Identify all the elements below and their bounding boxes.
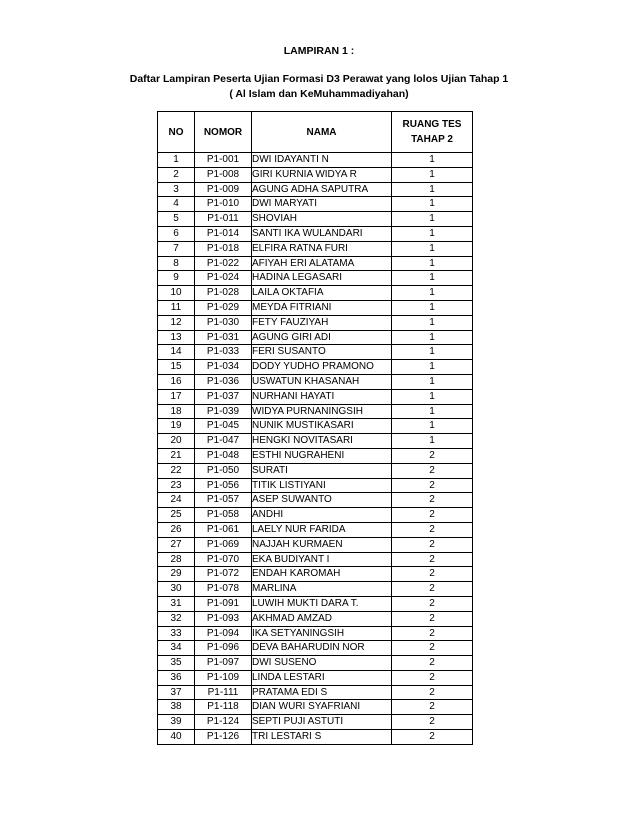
column-header-nomor: NOMOR bbox=[195, 112, 252, 153]
cell-nama: ESTHI NUGRAHENI bbox=[252, 448, 392, 463]
cell-ruang: 1 bbox=[392, 197, 473, 212]
cell-no: 14 bbox=[158, 345, 195, 360]
cell-nama: FETY FAUZIYAH bbox=[252, 315, 392, 330]
cell-nama: MARLINA bbox=[252, 582, 392, 597]
cell-nomor: P1-097 bbox=[195, 656, 252, 671]
table-row bbox=[158, 552, 473, 567]
cell-no: 9 bbox=[158, 271, 195, 286]
cell-no: 19 bbox=[158, 419, 195, 434]
cell-ruang: 2 bbox=[392, 700, 473, 715]
cell-ruang: 1 bbox=[392, 167, 473, 182]
table-row bbox=[158, 715, 473, 730]
cell-ruang: 1 bbox=[392, 330, 473, 345]
cell-nama: EKA BUDIYANT I bbox=[252, 552, 392, 567]
cell-ruang: 2 bbox=[392, 522, 473, 537]
cell-nomor: P1-069 bbox=[195, 537, 252, 552]
cell-no: 10 bbox=[158, 286, 195, 301]
cell-ruang: 1 bbox=[392, 153, 473, 168]
document-title: Daftar Lampiran Peserta Ujian Formasi D3 Perawat yang lolos Ujian Tahap 1 bbox=[129, 73, 509, 85]
cell-ruang: 2 bbox=[392, 463, 473, 478]
cell-no: 22 bbox=[158, 463, 195, 478]
cell-no: 36 bbox=[158, 670, 195, 685]
cell-nama: HENGKI NOVITASARI bbox=[252, 434, 392, 449]
table-row bbox=[158, 670, 473, 685]
cell-nomor: P1-024 bbox=[195, 271, 252, 286]
table-row bbox=[158, 256, 473, 271]
cell-nama: MEYDA FITRIANI bbox=[252, 300, 392, 315]
table-row bbox=[158, 286, 473, 301]
cell-nama: AGUNG GIRI ADI bbox=[252, 330, 392, 345]
cell-ruang: 2 bbox=[392, 715, 473, 730]
cell-ruang: 2 bbox=[392, 582, 473, 597]
attachment-label: LAMPIRAN 1 : bbox=[283, 45, 355, 57]
cell-nomor: P1-093 bbox=[195, 611, 252, 626]
table-row bbox=[158, 478, 473, 493]
table-row bbox=[158, 315, 473, 330]
cell-no: 4 bbox=[158, 197, 195, 212]
cell-no: 30 bbox=[158, 582, 195, 597]
cell-ruang: 2 bbox=[392, 493, 473, 508]
cell-no: 6 bbox=[158, 226, 195, 241]
table-body bbox=[158, 153, 473, 745]
cell-no: 18 bbox=[158, 404, 195, 419]
cell-nama: NURHANI HAYATI bbox=[252, 389, 392, 404]
cell-ruang: 1 bbox=[392, 404, 473, 419]
cell-nomor: P1-061 bbox=[195, 522, 252, 537]
table-row bbox=[158, 345, 473, 360]
cell-nomor: P1-039 bbox=[195, 404, 252, 419]
column-header-ruang: RUANG TES TAHAP 2 bbox=[392, 112, 473, 153]
cell-ruang: 2 bbox=[392, 478, 473, 493]
cell-ruang: 1 bbox=[392, 226, 473, 241]
cell-no: 31 bbox=[158, 596, 195, 611]
cell-no: 40 bbox=[158, 730, 195, 745]
cell-nama: USWATUN KHASANAH bbox=[252, 374, 392, 389]
table-row bbox=[158, 522, 473, 537]
table-row bbox=[158, 271, 473, 286]
table-row bbox=[158, 700, 473, 715]
column-header-nama: NAMA bbox=[252, 112, 392, 153]
cell-nomor: P1-072 bbox=[195, 567, 252, 582]
table-row bbox=[158, 389, 473, 404]
cell-nama: LAILA OKTAFIA bbox=[252, 286, 392, 301]
cell-nama: DODY YUDHO PRAMONO bbox=[252, 360, 392, 375]
cell-no: 38 bbox=[158, 700, 195, 715]
cell-nomor: P1-096 bbox=[195, 641, 252, 656]
cell-no: 3 bbox=[158, 182, 195, 197]
cell-nomor: P1-109 bbox=[195, 670, 252, 685]
cell-nama: LINDA LESTARI bbox=[252, 670, 392, 685]
cell-nama: AKHMAD AMZAD bbox=[252, 611, 392, 626]
cell-ruang: 1 bbox=[392, 256, 473, 271]
table-row bbox=[158, 404, 473, 419]
cell-nama: TITIK LISTIYANI bbox=[252, 478, 392, 493]
cell-nama: SEPTI PUJI ASTUTI bbox=[252, 715, 392, 730]
table-row bbox=[158, 360, 473, 375]
cell-ruang: 1 bbox=[392, 300, 473, 315]
cell-nama: ASEP SUWANTO bbox=[252, 493, 392, 508]
cell-nama: GIRI KURNIA WIDYA R bbox=[252, 167, 392, 182]
cell-nomor: P1-094 bbox=[195, 626, 252, 641]
cell-nomor: P1-033 bbox=[195, 345, 252, 360]
table-row bbox=[158, 374, 473, 389]
table-row bbox=[158, 300, 473, 315]
cell-nama: LUWIH MUKTI DARA T. bbox=[252, 596, 392, 611]
cell-ruang: 2 bbox=[392, 626, 473, 641]
table-row bbox=[158, 596, 473, 611]
cell-ruang: 2 bbox=[392, 552, 473, 567]
cell-nomor: P1-008 bbox=[195, 167, 252, 182]
cell-ruang: 1 bbox=[392, 212, 473, 227]
cell-nomor: P1-018 bbox=[195, 241, 252, 256]
table-row bbox=[158, 419, 473, 434]
cell-ruang: 1 bbox=[392, 374, 473, 389]
cell-no: 26 bbox=[158, 522, 195, 537]
table-row bbox=[158, 212, 473, 227]
cell-nama: NUNIK MUSTIKASARI bbox=[252, 419, 392, 434]
cell-nama: DWI IDAYANTI N bbox=[252, 153, 392, 168]
cell-nomor: P1-009 bbox=[195, 182, 252, 197]
cell-ruang: 1 bbox=[392, 182, 473, 197]
cell-ruang: 2 bbox=[392, 596, 473, 611]
cell-ruang: 2 bbox=[392, 537, 473, 552]
cell-nomor: P1-030 bbox=[195, 315, 252, 330]
cell-nomor: P1-070 bbox=[195, 552, 252, 567]
cell-no: 11 bbox=[158, 300, 195, 315]
cell-nama: ANDHI bbox=[252, 508, 392, 523]
cell-ruang: 2 bbox=[392, 641, 473, 656]
cell-ruang: 2 bbox=[392, 448, 473, 463]
cell-no: 32 bbox=[158, 611, 195, 626]
cell-nama: NAJJAH KURMAEN bbox=[252, 537, 392, 552]
cell-ruang: 1 bbox=[392, 434, 473, 449]
cell-no: 29 bbox=[158, 567, 195, 582]
cell-nama: IKA SETYANINGSIH bbox=[252, 626, 392, 641]
cell-nama: LAELY NUR FARIDA bbox=[252, 522, 392, 537]
table-row bbox=[158, 508, 473, 523]
cell-nomor: P1-047 bbox=[195, 434, 252, 449]
cell-no: 5 bbox=[158, 212, 195, 227]
table-row bbox=[158, 567, 473, 582]
cell-no: 17 bbox=[158, 389, 195, 404]
cell-nomor: P1-028 bbox=[195, 286, 252, 301]
cell-nama: FERI SUSANTO bbox=[252, 345, 392, 360]
table-row bbox=[158, 434, 473, 449]
cell-nomor: P1-048 bbox=[195, 448, 252, 463]
table-row bbox=[158, 448, 473, 463]
cell-nomor: P1-034 bbox=[195, 360, 252, 375]
cell-nomor: P1-001 bbox=[195, 153, 252, 168]
cell-nomor: P1-029 bbox=[195, 300, 252, 315]
cell-nama: PRATAMA EDI S bbox=[252, 685, 392, 700]
cell-no: 23 bbox=[158, 478, 195, 493]
cell-no: 34 bbox=[158, 641, 195, 656]
cell-nomor: P1-118 bbox=[195, 700, 252, 715]
table-row bbox=[158, 730, 473, 745]
document-subtitle: ( Al Islam dan KeMuhammadiyahan) bbox=[229, 88, 409, 100]
cell-nomor: P1-037 bbox=[195, 389, 252, 404]
cell-nama: DWI SUSENO bbox=[252, 656, 392, 671]
cell-no: 13 bbox=[158, 330, 195, 345]
cell-no: 28 bbox=[158, 552, 195, 567]
cell-no: 8 bbox=[158, 256, 195, 271]
cell-no: 15 bbox=[158, 360, 195, 375]
cell-nomor: P1-058 bbox=[195, 508, 252, 523]
cell-nomor: P1-011 bbox=[195, 212, 252, 227]
table-row bbox=[158, 226, 473, 241]
cell-no: 21 bbox=[158, 448, 195, 463]
cell-ruang: 2 bbox=[392, 670, 473, 685]
participant-table bbox=[157, 111, 473, 745]
cell-ruang: 2 bbox=[392, 685, 473, 700]
table-row bbox=[158, 153, 473, 168]
cell-nomor: P1-031 bbox=[195, 330, 252, 345]
cell-nomor: P1-014 bbox=[195, 226, 252, 241]
cell-nama: ENDAH KAROMAH bbox=[252, 567, 392, 582]
cell-nama: SURATI bbox=[252, 463, 392, 478]
cell-no: 16 bbox=[158, 374, 195, 389]
cell-ruang: 1 bbox=[392, 389, 473, 404]
cell-ruang: 2 bbox=[392, 611, 473, 626]
cell-no: 33 bbox=[158, 626, 195, 641]
table-row bbox=[158, 685, 473, 700]
table-row bbox=[158, 582, 473, 597]
table-row bbox=[158, 641, 473, 656]
cell-ruang: 2 bbox=[392, 508, 473, 523]
cell-nomor: P1-091 bbox=[195, 596, 252, 611]
cell-nomor: P1-045 bbox=[195, 419, 252, 434]
cell-ruang: 1 bbox=[392, 241, 473, 256]
table-row bbox=[158, 330, 473, 345]
cell-nomor: P1-022 bbox=[195, 256, 252, 271]
table-row bbox=[158, 241, 473, 256]
table-row bbox=[158, 656, 473, 671]
cell-no: 35 bbox=[158, 656, 195, 671]
cell-ruang: 2 bbox=[392, 567, 473, 582]
table-row bbox=[158, 537, 473, 552]
cell-no: 37 bbox=[158, 685, 195, 700]
column-header-no: NO bbox=[158, 112, 195, 153]
cell-nomor: P1-124 bbox=[195, 715, 252, 730]
table-row bbox=[158, 626, 473, 641]
table-header-row bbox=[158, 112, 473, 153]
cell-nama: WIDYA PURNANINGSIH bbox=[252, 404, 392, 419]
cell-no: 25 bbox=[158, 508, 195, 523]
table-row bbox=[158, 493, 473, 508]
cell-nomor: P1-056 bbox=[195, 478, 252, 493]
cell-nomor: P1-126 bbox=[195, 730, 252, 745]
cell-nama: TRI LESTARI S bbox=[252, 730, 392, 745]
cell-nomor: P1-078 bbox=[195, 582, 252, 597]
cell-nama: ELFIRA RATNA FURI bbox=[252, 241, 392, 256]
cell-no: 39 bbox=[158, 715, 195, 730]
cell-ruang: 1 bbox=[392, 360, 473, 375]
cell-nomor: P1-111 bbox=[195, 685, 252, 700]
cell-no: 1 bbox=[158, 153, 195, 168]
cell-nama: DEVA BAHARUDIN NOR bbox=[252, 641, 392, 656]
cell-ruang: 1 bbox=[392, 286, 473, 301]
cell-ruang: 1 bbox=[392, 345, 473, 360]
cell-no: 24 bbox=[158, 493, 195, 508]
cell-nama: SANTI IKA WULANDARI bbox=[252, 226, 392, 241]
cell-ruang: 1 bbox=[392, 315, 473, 330]
cell-nama: AFIYAH ERI ALATAMA bbox=[252, 256, 392, 271]
cell-nama: AGUNG ADHA SAPUTRA bbox=[252, 182, 392, 197]
cell-no: 20 bbox=[158, 434, 195, 449]
table-row bbox=[158, 611, 473, 626]
cell-nama: HADINA LEGASARI bbox=[252, 271, 392, 286]
cell-no: 12 bbox=[158, 315, 195, 330]
cell-nomor: P1-057 bbox=[195, 493, 252, 508]
cell-nomor: P1-036 bbox=[195, 374, 252, 389]
cell-nama: SHOVIAH bbox=[252, 212, 392, 227]
cell-nama: DWI MARYATI bbox=[252, 197, 392, 212]
table-row bbox=[158, 197, 473, 212]
table-row bbox=[158, 463, 473, 478]
cell-no: 7 bbox=[158, 241, 195, 256]
table-row bbox=[158, 182, 473, 197]
cell-ruang: 1 bbox=[392, 419, 473, 434]
cell-nomor: P1-050 bbox=[195, 463, 252, 478]
cell-nomor: P1-010 bbox=[195, 197, 252, 212]
cell-no: 2 bbox=[158, 167, 195, 182]
cell-ruang: 2 bbox=[392, 656, 473, 671]
table-row bbox=[158, 167, 473, 182]
cell-ruang: 1 bbox=[392, 271, 473, 286]
cell-ruang: 2 bbox=[392, 730, 473, 745]
cell-no: 27 bbox=[158, 537, 195, 552]
cell-nama: DIAN WURI SYAFRIANI bbox=[252, 700, 392, 715]
